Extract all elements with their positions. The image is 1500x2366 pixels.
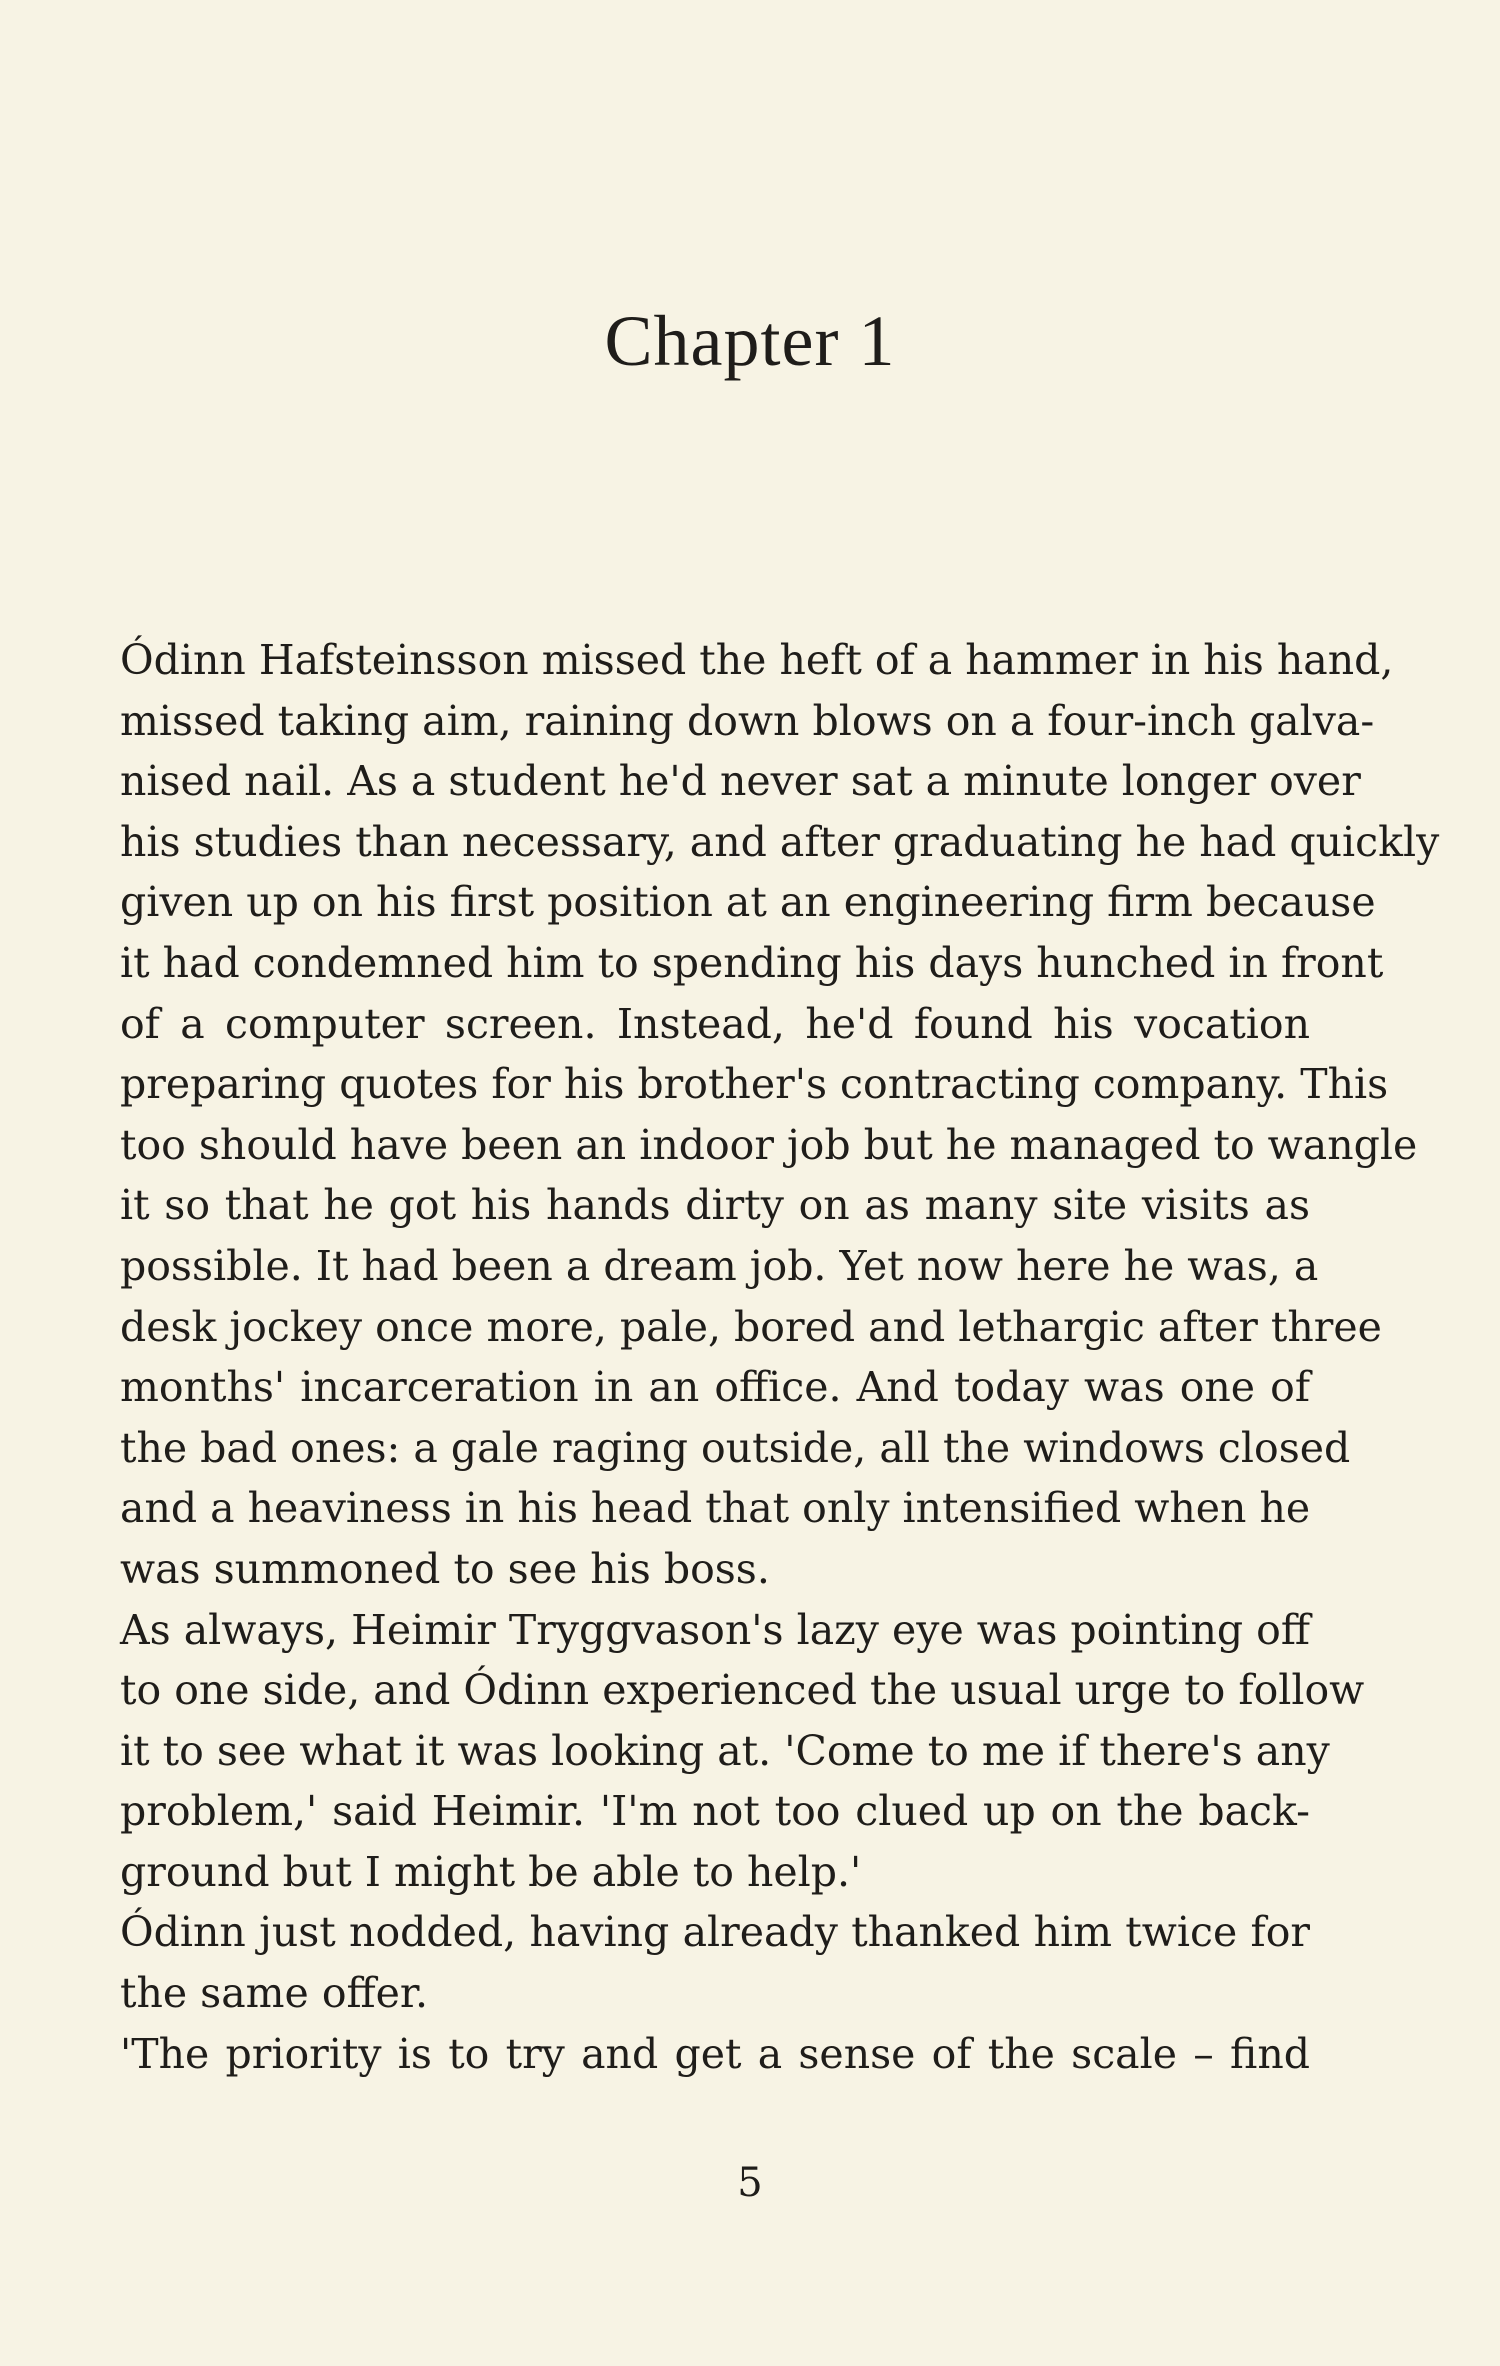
text-line: preparing quotes for his brother's contracting company. This — [120, 1060, 1389, 1109]
text-line: the same offer. — [120, 1969, 429, 2018]
chapter-title: Chapter 1 — [604, 301, 896, 381]
text-line: ground but I might be able to help.' — [120, 1847, 862, 1896]
text-line: desk jockey once more, pale, bored and lethargic after three — [120, 1302, 1382, 1351]
text-line: it to see what it was looking at. 'Come to me if there's any — [120, 1726, 1330, 1775]
text-line: of a computer screen. Instead, he'd found his vocation — [120, 999, 1310, 1048]
text-line: missed taking aim, raining down blows on a four-inch galva- — [120, 696, 1375, 745]
text-line: the bad ones: a gale raging outside, all the windows closed — [120, 1423, 1351, 1472]
text-line: too should have been an indoor job but he managed to wangle — [120, 1120, 1418, 1169]
text-line: it had condemned him to spending his days hunched in front — [120, 938, 1384, 987]
page-number: 5 — [737, 2160, 763, 2206]
body-text — [120, 630, 1440, 2084]
text-line: problem,' said Heimir. 'I'm not too clued up on the back- — [120, 1787, 1310, 1836]
text-line: it so that he got his hands dirty on as many site visits as — [120, 1181, 1310, 1230]
text-line: given up on his first position at an engineering firm because — [120, 878, 1376, 927]
text-line: Ódinn Hafsteinsson missed the heft of a hammer in his hand, — [120, 636, 1394, 684]
text-line: his studies than necessary, and after graduating he had quickly — [120, 817, 1440, 866]
text-line: months' incarceration in an office. And today was one of — [120, 1363, 1310, 1412]
text-line: Ódinn just nodded, having already thanked him twice for — [120, 1908, 1310, 1957]
text-line: nised nail. As a student he'd never sat a minute longer over — [120, 757, 1361, 806]
text-line: As always, Heimir Tryggvason's lazy eye was pointing off — [120, 1605, 1310, 1654]
text-line: possible. It had been a dream job. Yet now here he was, a — [120, 1241, 1319, 1290]
text-line: to one side, and Ódinn experienced the usual urge to follow — [120, 1666, 1365, 1715]
text-line: 'The priority is to try and get a sense of the scale – find — [120, 2029, 1310, 2078]
text-line: and a heaviness in his head that only intensified when he — [120, 1484, 1311, 1533]
text-line: was summoned to see his boss. — [120, 1544, 770, 1593]
